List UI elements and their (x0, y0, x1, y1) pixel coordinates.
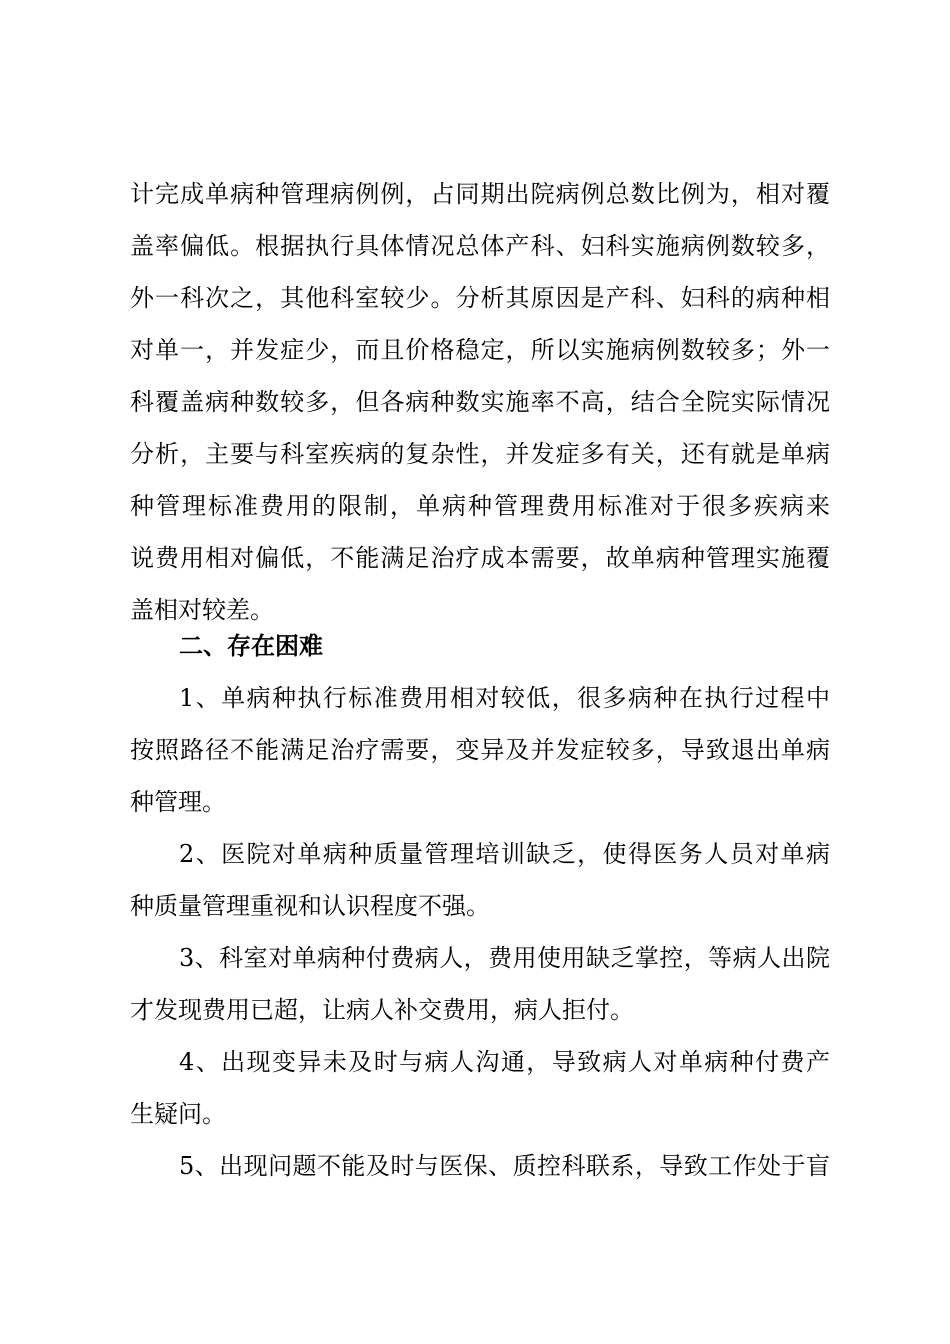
item-4-line-2: 生疑问。 (130, 1100, 226, 1128)
section-heading: 二、存在困难 (179, 632, 323, 660)
item-2-line-1: 2、医院对单病种质量管理培训缺乏，使得医务人员对单病 (179, 840, 830, 868)
item-1-line-3: 种管理。 (130, 788, 226, 816)
item-4-line-1: 4、出现变异未及时与病人沟通，导致病人对单病种付费产 (179, 1048, 830, 1076)
paragraph-1-line-6: 分析，主要与科室疾病的复杂性，并发症多有关，还有就是单病 (130, 440, 830, 468)
paragraph-1-line-9: 盖相对较差。 (130, 596, 274, 624)
paragraph-1-line-1: 计完成单病种管理病例例，占同期出院病例总数比例为，相对覆 (130, 180, 830, 208)
item-3-line-1: 3、科室对单病种付费病人，费用使用缺乏掌控，等病人出院 (179, 944, 830, 972)
paragraph-1-line-8: 说费用相对偏低，不能满足治疗成本需要，故单病种管理实施覆 (130, 544, 830, 572)
paragraph-1-line-2: 盖率偏低。根据执行具体情况总体产科、妇科实施病例数较多， (130, 232, 830, 260)
paragraph-1-line-7: 种管理标准费用的限制，单病种管理费用标准对于很多疾病来 (130, 492, 830, 520)
item-1-line-1: 1、单病种执行标准费用相对较低，很多病种在执行过程中 (179, 684, 830, 712)
paragraph-1-line-4: 对单一，并发症少，而且价格稳定，所以实施病例数较多；外一 (130, 336, 830, 364)
item-2-line-2: 种质量管理重视和认识程度不强。 (130, 892, 490, 920)
item-1-line-2: 按照路径不能满足治疗需要，变异及并发症较多，导致退出单病 (130, 736, 830, 764)
paragraph-1-line-5: 科覆盖病种数较多，但各病种数实施率不高，结合全院实际情况 (130, 388, 830, 416)
item-3-line-2: 才发现费用已超，让病人补交费用，病人拒付。 (130, 996, 634, 1024)
paragraph-1-line-3: 外一科次之，其他科室较少。分析其原因是产科、妇科的病种相 (130, 284, 830, 312)
item-5-line-1: 5、出现问题不能及时与医保、质控科联系，导致工作处于盲 (179, 1152, 830, 1180)
